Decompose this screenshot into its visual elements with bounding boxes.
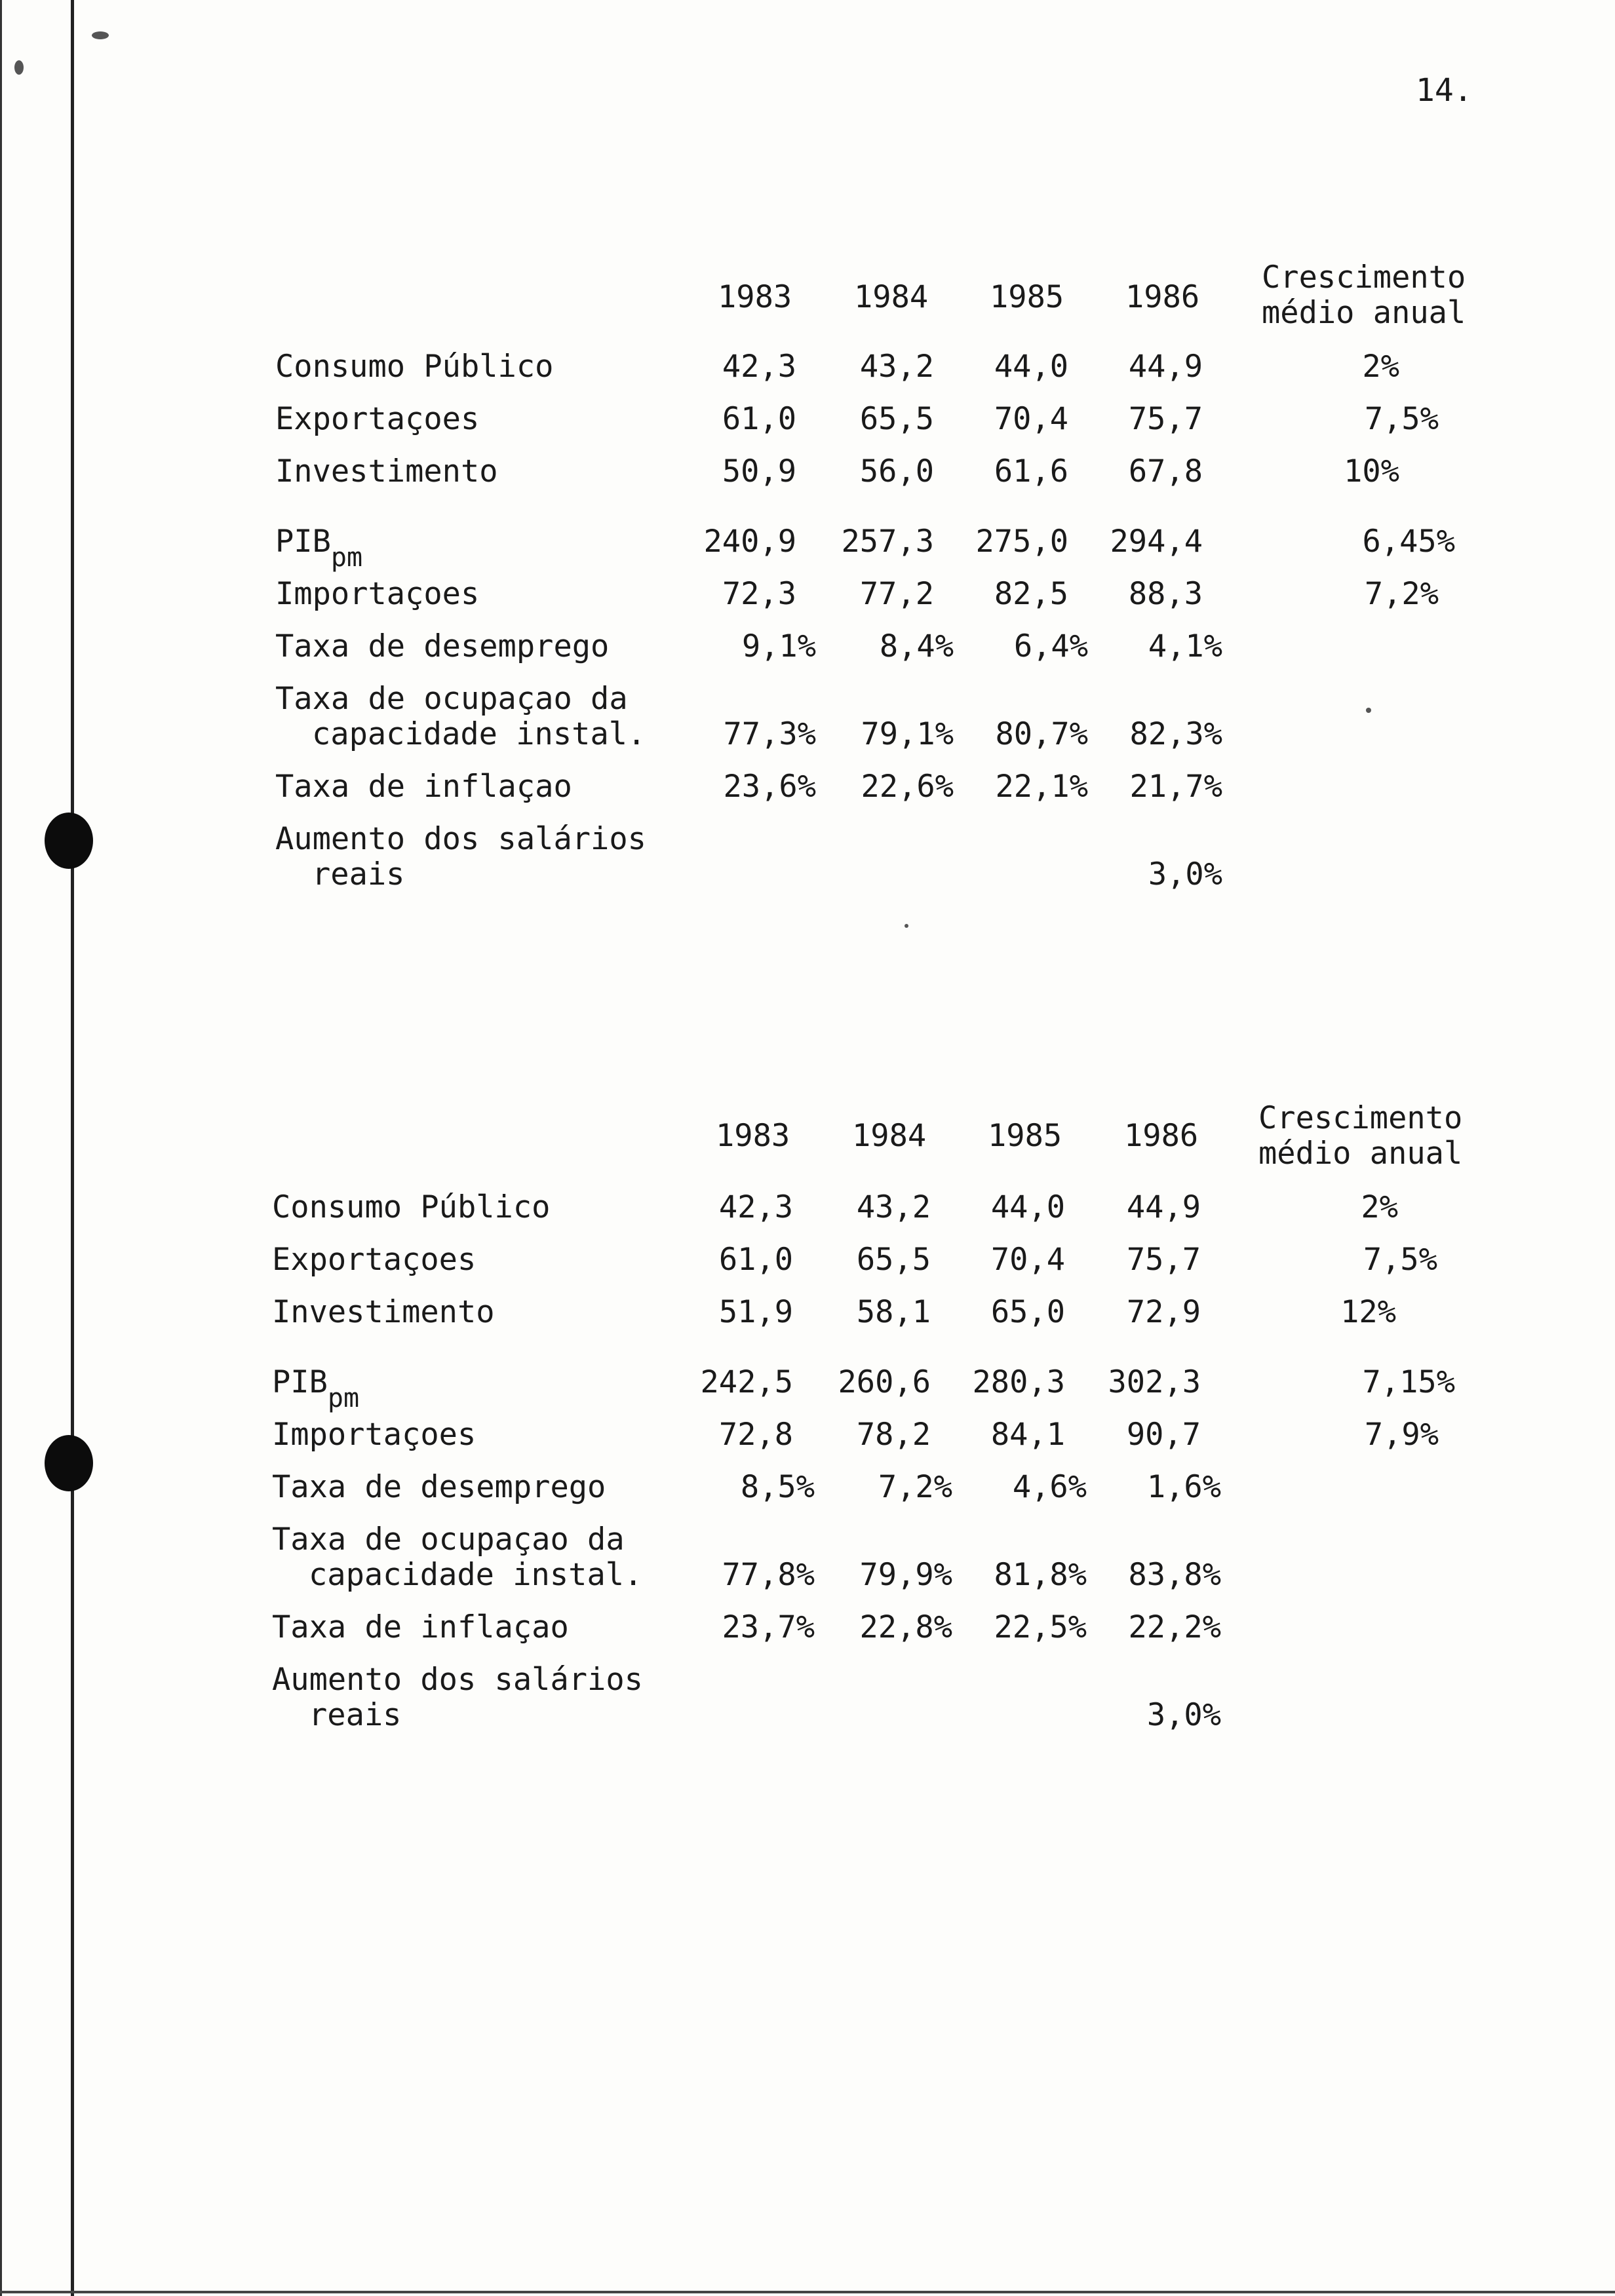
cell-value: 4,1% bbox=[1148, 628, 1222, 664]
year-header-1983: 1983 bbox=[716, 1118, 790, 1154]
cell-value: 43,2 bbox=[859, 349, 934, 385]
cell-value: 242,5 bbox=[700, 1364, 793, 1400]
cell-growth: 7,2% bbox=[1364, 576, 1439, 612]
cell-value: 82,3% bbox=[1129, 716, 1222, 752]
cell-value: 23,6% bbox=[723, 769, 816, 805]
cell-value: 22,6% bbox=[861, 769, 954, 805]
scan-speck bbox=[1366, 708, 1371, 713]
cell-value: 61,6 bbox=[994, 453, 1068, 489]
cell-value: 275,0 bbox=[975, 524, 1068, 560]
cell-value: 81,8% bbox=[994, 1557, 1087, 1593]
cell-value: 72,8 bbox=[718, 1417, 793, 1453]
cell-growth: 7,9% bbox=[1364, 1417, 1439, 1453]
pib-subscript: pm bbox=[330, 543, 363, 573]
cell-growth: 2% bbox=[1362, 349, 1399, 385]
cell-value: 56,0 bbox=[859, 453, 934, 489]
row-label-salarios-line1: Aumento dos salários bbox=[272, 1662, 643, 1698]
cell-growth: 12% bbox=[1340, 1294, 1396, 1330]
cell-value: 280,3 bbox=[972, 1364, 1065, 1400]
cell-value: 6,4% bbox=[1013, 628, 1088, 664]
growth-header-line2: médio anual bbox=[1258, 1136, 1463, 1172]
cell-growth: 7,5% bbox=[1364, 401, 1439, 437]
cell-value: 51,9 bbox=[718, 1294, 793, 1330]
row-label-pib: PIBpm bbox=[272, 1364, 360, 1413]
cell-value: 75,7 bbox=[1128, 401, 1203, 437]
year-header-1984: 1984 bbox=[852, 1118, 927, 1154]
cell-value: 8,5% bbox=[740, 1469, 815, 1505]
scan-speck bbox=[14, 60, 24, 75]
cell-value: 72,9 bbox=[1126, 1294, 1201, 1330]
page-number: 14. bbox=[1416, 72, 1473, 109]
row-label-exportacoes: Exportaçoes bbox=[272, 1242, 477, 1278]
row-label-consumo-publico: Consumo Público bbox=[272, 1189, 551, 1225]
cell-growth: 6,45% bbox=[1362, 524, 1455, 560]
cell-value: 42,3 bbox=[722, 349, 796, 385]
year-header-1984: 1984 bbox=[854, 279, 929, 315]
cell-value: 260,6 bbox=[838, 1364, 931, 1400]
cell-value: 44,0 bbox=[994, 349, 1068, 385]
page-bottom-edge bbox=[0, 2291, 1615, 2293]
cell-value: 65,0 bbox=[990, 1294, 1065, 1330]
cell-value: 77,3% bbox=[723, 716, 816, 752]
cell-value: 42,3 bbox=[718, 1189, 793, 1225]
cell-value: 67,8 bbox=[1128, 453, 1203, 489]
scan-speck bbox=[905, 924, 908, 928]
cell-value: 8,4% bbox=[879, 628, 954, 664]
growth-header-line1: Crescimento bbox=[1258, 1100, 1463, 1136]
cell-value: 79,1% bbox=[861, 716, 954, 752]
cell-value: 70,4 bbox=[994, 401, 1068, 437]
row-label-importacoes: Importaçoes bbox=[272, 1417, 477, 1453]
binding-margin-line bbox=[71, 0, 74, 2296]
cell-value: 22,5% bbox=[994, 1609, 1087, 1645]
growth-header-line1: Crescimento bbox=[1262, 259, 1466, 296]
cell-value: 75,7 bbox=[1126, 1242, 1201, 1278]
cell-value: 50,9 bbox=[722, 453, 796, 489]
cell-value: 43,2 bbox=[856, 1189, 931, 1225]
row-label-ocupacao-line2: capacidade instal. bbox=[312, 716, 646, 752]
cell-value: 78,2 bbox=[856, 1417, 931, 1453]
cell-value: 44,0 bbox=[990, 1189, 1065, 1225]
cell-value: 23,7% bbox=[722, 1609, 815, 1645]
cell-value: 58,1 bbox=[856, 1294, 931, 1330]
row-label-exportacoes: Exportaçoes bbox=[275, 401, 480, 437]
pib-subscript: pm bbox=[327, 1383, 360, 1413]
row-label-importacoes: Importaçoes bbox=[275, 576, 480, 612]
cell-value: 1,6% bbox=[1146, 1469, 1221, 1505]
growth-header-line2: médio anual bbox=[1262, 295, 1466, 331]
cell-value: 84,1 bbox=[990, 1417, 1065, 1453]
row-label-consumo-publico: Consumo Público bbox=[275, 349, 554, 385]
cell-value: 61,0 bbox=[718, 1242, 793, 1278]
row-label-salarios-line2: reais bbox=[309, 1697, 402, 1733]
cell-value: 44,9 bbox=[1126, 1189, 1201, 1225]
cell-value: 77,8% bbox=[722, 1557, 815, 1593]
row-label-salarios-line1: Aumento dos salários bbox=[275, 821, 646, 857]
cell-value: 90,7 bbox=[1126, 1417, 1201, 1453]
cell-value: 82,5 bbox=[994, 576, 1068, 612]
cell-value: 70,4 bbox=[990, 1242, 1065, 1278]
page-left-edge bbox=[0, 0, 2, 2296]
row-label-salarios-line2: reais bbox=[312, 856, 405, 892]
cell-value: 61,0 bbox=[722, 401, 796, 437]
row-label-ocupacao-line1: Taxa de ocupaçao da bbox=[272, 1521, 625, 1558]
row-label-investimento: Investimento bbox=[275, 453, 498, 489]
row-label-desemprego: Taxa de desemprego bbox=[275, 628, 610, 664]
year-header-1985: 1985 bbox=[990, 279, 1064, 315]
row-label-ocupacao-line2: capacidade instal. bbox=[309, 1557, 643, 1593]
cell-value: 3,0% bbox=[1146, 1697, 1221, 1733]
cell-value: 79,9% bbox=[859, 1557, 952, 1593]
cell-growth: 10% bbox=[1344, 453, 1399, 489]
cell-value: 80,7% bbox=[995, 716, 1088, 752]
year-header-1985: 1985 bbox=[988, 1118, 1062, 1154]
year-header-1983: 1983 bbox=[718, 279, 792, 315]
cell-value: 65,5 bbox=[856, 1242, 931, 1278]
row-label-pib: PIBpm bbox=[275, 524, 363, 573]
punch-hole-upper bbox=[45, 813, 93, 869]
row-label-inflacao: Taxa de inflaçao bbox=[275, 769, 572, 805]
cell-value: 22,1% bbox=[995, 769, 1088, 805]
row-label-inflacao: Taxa de inflaçao bbox=[272, 1609, 569, 1645]
cell-value: 3,0% bbox=[1148, 856, 1222, 892]
scan-speck bbox=[92, 31, 109, 39]
cell-growth: 2% bbox=[1361, 1189, 1398, 1225]
row-label-desemprego: Taxa de desemprego bbox=[272, 1469, 606, 1505]
cell-value: 44,9 bbox=[1128, 349, 1203, 385]
row-label-investimento: Investimento bbox=[272, 1294, 495, 1330]
cell-value: 257,3 bbox=[841, 524, 934, 560]
cell-value: 22,8% bbox=[859, 1609, 952, 1645]
cell-growth: 7,5% bbox=[1363, 1242, 1437, 1278]
cell-value: 22,2% bbox=[1128, 1609, 1221, 1645]
year-header-1986: 1986 bbox=[1124, 1118, 1199, 1154]
cell-value: 9,1% bbox=[741, 628, 816, 664]
cell-value: 88,3 bbox=[1128, 576, 1203, 612]
cell-value: 77,2 bbox=[859, 576, 934, 612]
row-label-ocupacao-line1: Taxa de ocupaçao da bbox=[275, 681, 628, 717]
cell-value: 302,3 bbox=[1108, 1364, 1201, 1400]
cell-value: 72,3 bbox=[722, 576, 796, 612]
cell-value: 83,8% bbox=[1128, 1557, 1221, 1593]
punch-hole-lower bbox=[45, 1435, 93, 1491]
cell-value: 7,2% bbox=[878, 1469, 952, 1505]
cell-value: 294,4 bbox=[1110, 524, 1203, 560]
cell-value: 65,5 bbox=[859, 401, 934, 437]
cell-growth: 7,15% bbox=[1362, 1364, 1455, 1400]
cell-value: 21,7% bbox=[1129, 769, 1222, 805]
cell-value: 240,9 bbox=[703, 524, 796, 560]
year-header-1986: 1986 bbox=[1125, 279, 1200, 315]
cell-value: 4,6% bbox=[1012, 1469, 1087, 1505]
